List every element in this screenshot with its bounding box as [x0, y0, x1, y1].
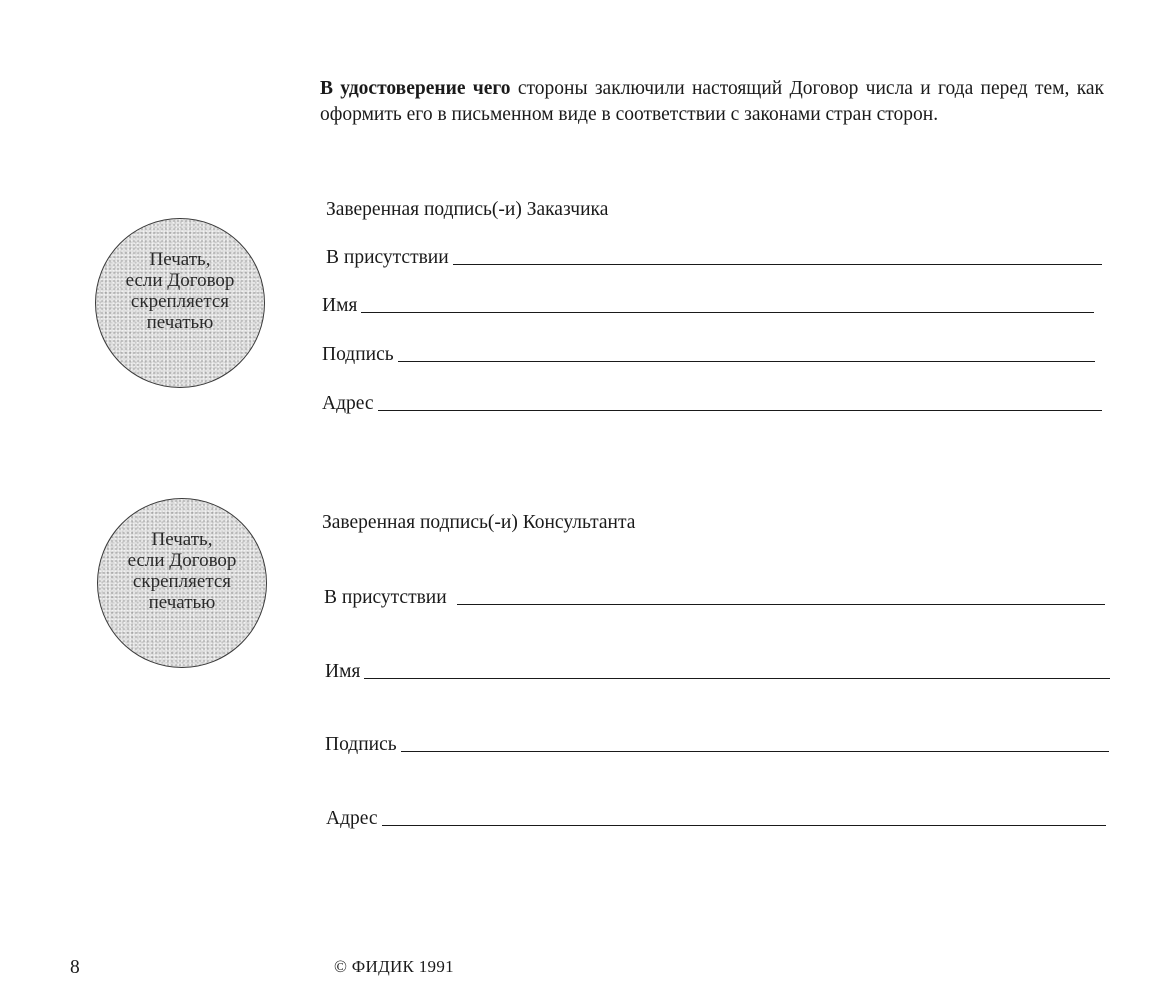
client-name-line[interactable]	[361, 312, 1094, 313]
page-number: 8	[70, 957, 80, 978]
consultant-witness-label: В присутствии	[324, 587, 447, 608]
copyright: © ФИДИК 1991	[334, 957, 454, 976]
intro-text: стороны заключили настоящий Договор числа и года перед тем, как оформить его в письменном виде в соответствии с законами стран сторон.	[320, 78, 1104, 125]
consultant-address-field[interactable]	[326, 805, 1106, 831]
client-signature-line[interactable]	[398, 361, 1095, 362]
consultant-signature-line[interactable]	[401, 751, 1109, 752]
client-heading: Заверенная подпись(-и) Заказчика	[326, 199, 609, 220]
consultant-address-line[interactable]	[382, 825, 1106, 826]
intro-paragraph	[320, 76, 1104, 128]
client-name-field[interactable]	[322, 292, 1094, 318]
client-address-field[interactable]	[322, 390, 1102, 416]
client-name-label: Имя	[322, 295, 358, 316]
consultant-name-label: Имя	[325, 661, 361, 682]
seal-consultant	[97, 498, 267, 668]
consultant-witness-line[interactable]	[457, 604, 1105, 605]
seal-consultant-text: Печать, если Договор скрепляется печатью	[127, 529, 237, 613]
client-signature-field[interactable]	[322, 341, 1095, 367]
seal-client-text: Печать, если Договор скрепляется печатью	[125, 249, 235, 333]
consultant-signature-field[interactable]	[325, 731, 1109, 757]
consultant-witness-field[interactable]	[324, 584, 1105, 610]
client-witness-line[interactable]	[453, 264, 1102, 265]
client-address-label: Адрес	[322, 393, 374, 414]
client-signature-label: Подпись	[322, 344, 394, 365]
consultant-heading: Заверенная подпись(-и) Консультанта	[322, 512, 636, 533]
consultant-name-field[interactable]	[325, 658, 1110, 684]
consultant-address-label: Адрес	[326, 808, 378, 829]
client-witness-label: В присутствии	[326, 247, 449, 268]
consultant-name-line[interactable]	[364, 678, 1110, 679]
consultant-signature-label: Подпись	[325, 734, 397, 755]
intro-bold-lead: В удостоверение чего	[320, 78, 511, 99]
seal-client	[95, 218, 265, 388]
client-witness-field[interactable]	[326, 244, 1102, 270]
client-address-line[interactable]	[378, 410, 1102, 411]
